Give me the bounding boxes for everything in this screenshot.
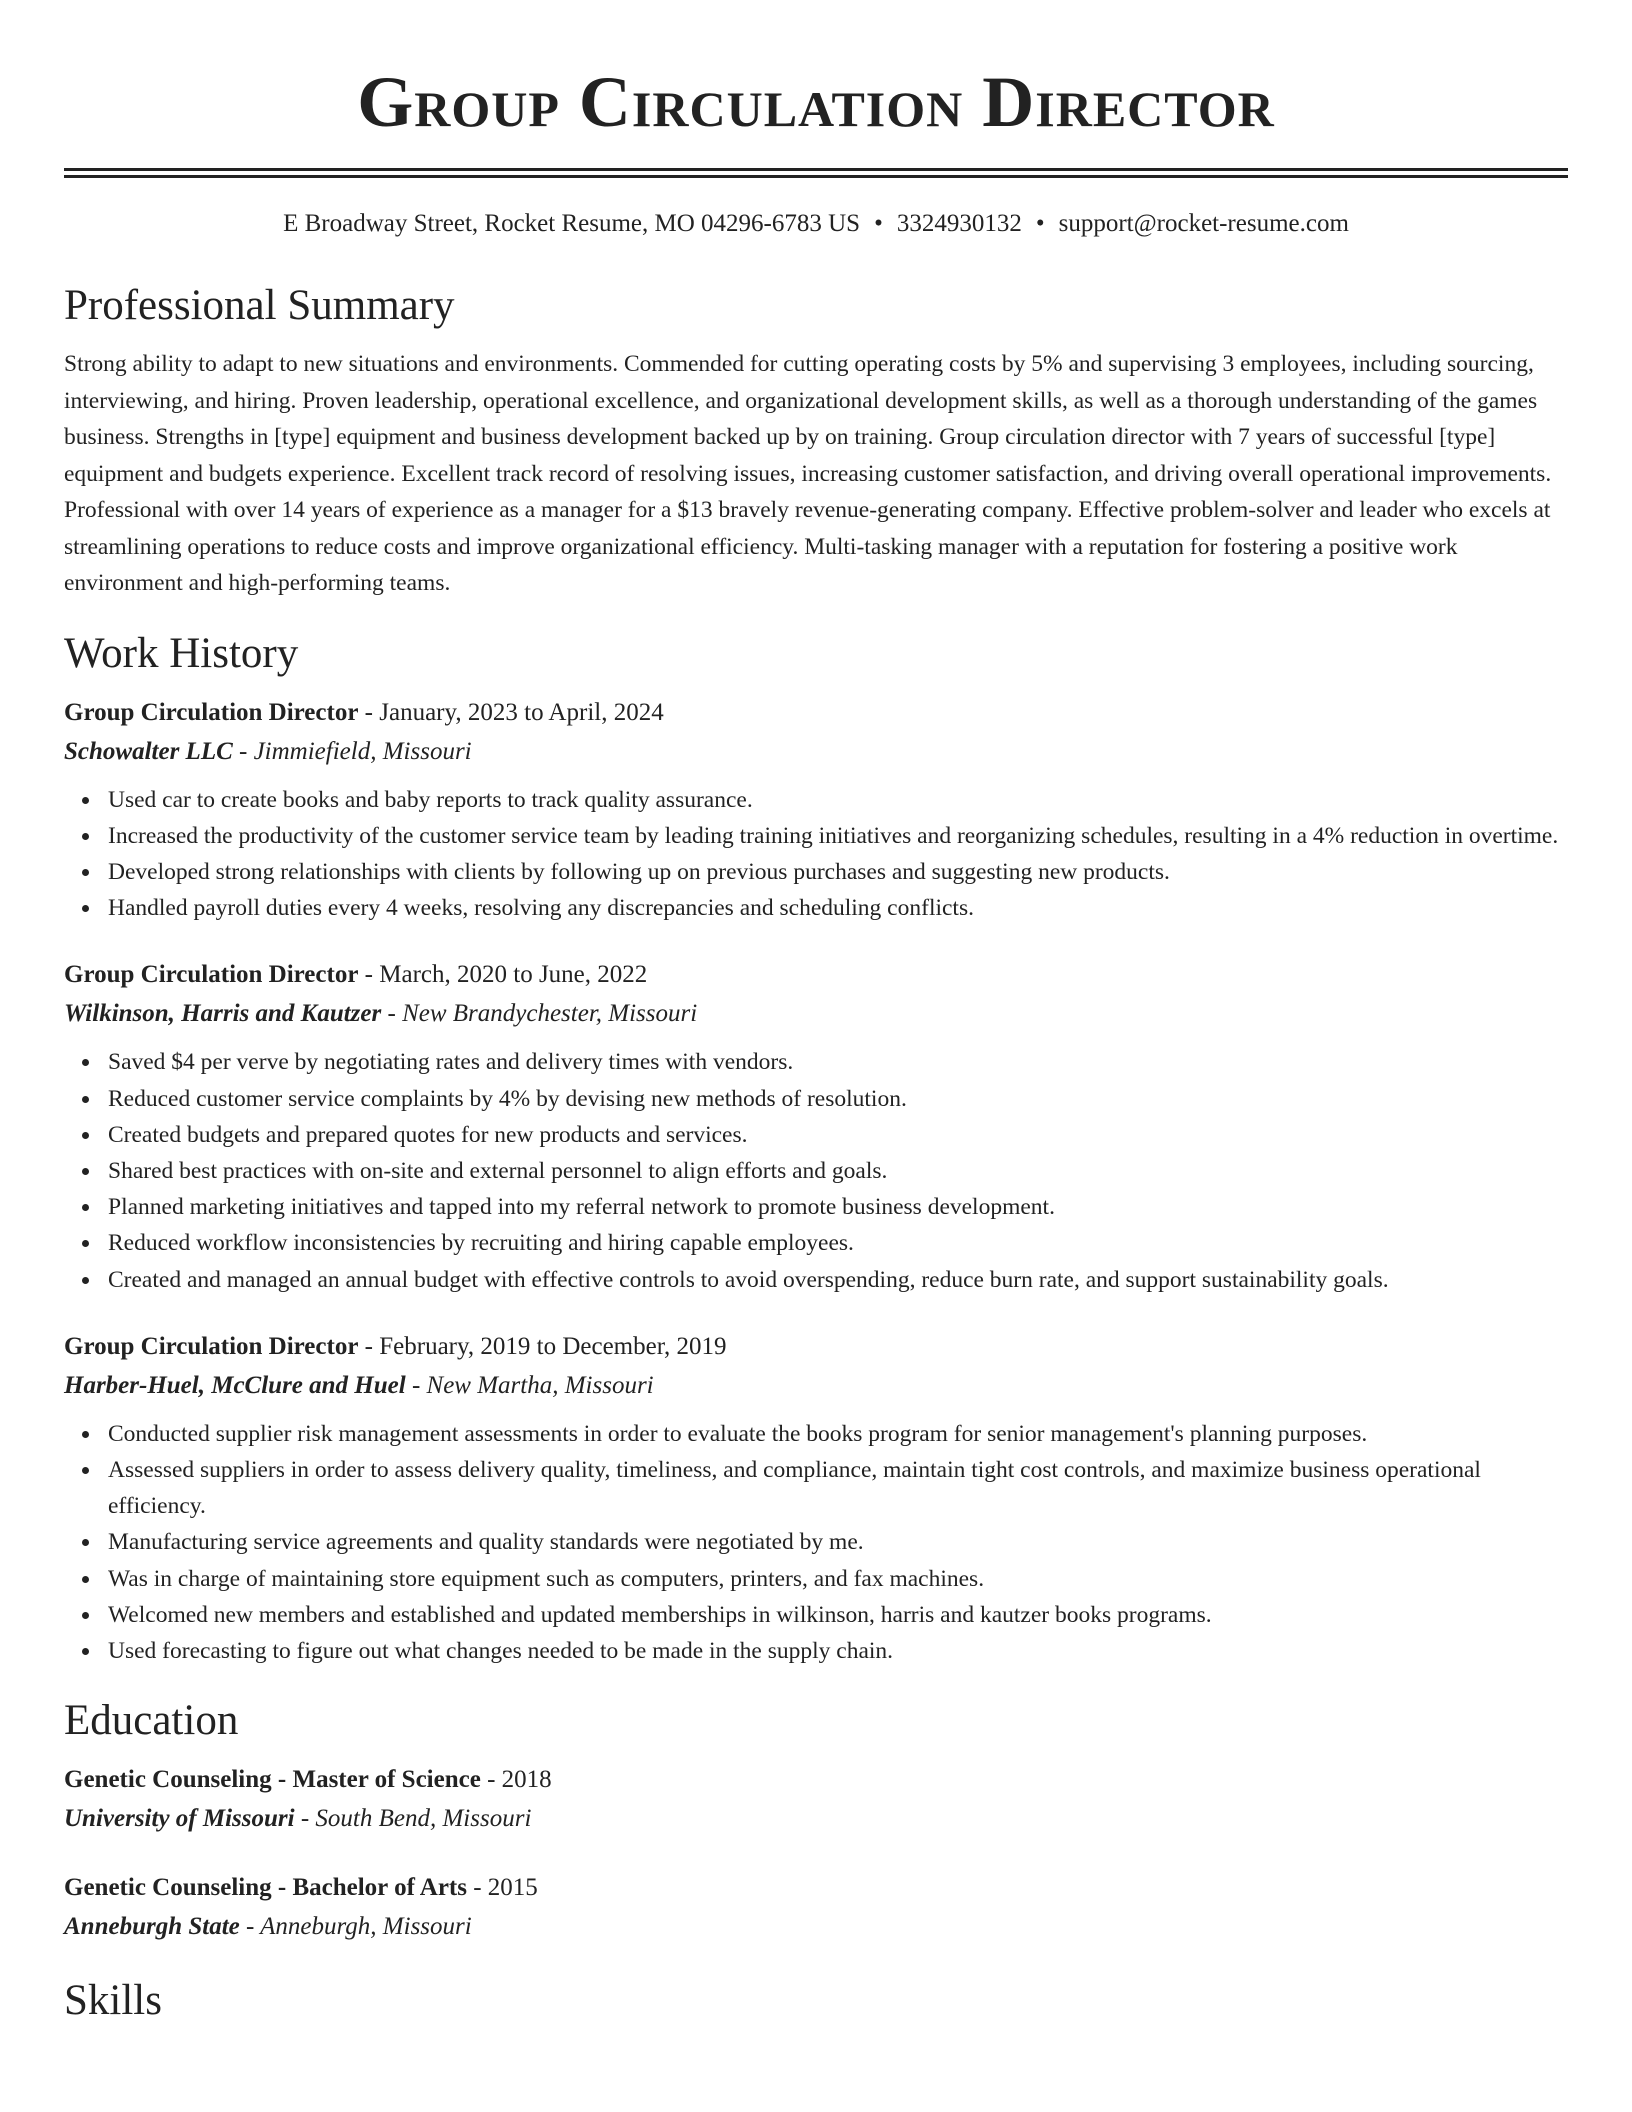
job-bullet: Handled payroll duties every 4 weeks, resolving any discrepancies and scheduling conflicts. [108, 890, 1568, 926]
job-bullet: Reduced customer service complaints by 4% by devising new methods of resolution. [108, 1081, 1568, 1117]
education-degree-line [64, 1761, 1568, 1799]
contact-separator: • [874, 210, 883, 237]
job-employer-line [64, 732, 1568, 772]
education-school-line [64, 1907, 1568, 1947]
job-title: Group Circulation Director [64, 1332, 359, 1360]
education-school: Anneburgh State [64, 1913, 240, 1941]
education-school: University of Missouri [64, 1805, 295, 1833]
job-employer-line [64, 994, 1568, 1034]
skills-heading: Skills [64, 1977, 162, 2025]
job-employer: Schowalter LLC [64, 737, 233, 765]
contact-separator: • [1035, 210, 1045, 237]
job-employer-line [64, 1366, 1568, 1406]
education-school-line [64, 1799, 1568, 1839]
job-bullet: Used forecasting to figure out what changes needed to be made in the supply chain. [108, 1633, 1568, 1669]
job-bullet: Increased the productivity of the customer service team by leading training initiatives and reorganizing schedules, resulting in a 4% reduction in overtime. [108, 818, 1568, 854]
job-entry [64, 1328, 1568, 1669]
contact-email: support@rocket-resume.com [1058, 210, 1349, 237]
job-bullet: Manufacturing service agreements and quality standards were negotiated by me. [108, 1524, 1568, 1560]
job-bullet: Was in charge of maintaining store equipment such as computers, printers, and fax machines. [108, 1561, 1568, 1597]
job-location: - Jimmiefield, Missouri [232, 737, 472, 765]
job-dates: - February, 2019 to December, 2019 [358, 1332, 727, 1360]
header-divider [64, 168, 1568, 178]
education-location: - South Bend, Missouri [294, 1805, 532, 1833]
job-title-line [64, 956, 1568, 994]
summary-heading: Professional Summary [64, 282, 455, 329]
job-entry [64, 694, 1568, 927]
work-history-heading: Work History [64, 629, 299, 677]
education-location: - Anneburgh, Missouri [239, 1913, 472, 1941]
job-bullet: Assessed suppliers in order to assess delivery quality, timeliness, and compliance, maintain tight cost controls, and maximize business operational efficiency. [108, 1452, 1568, 1524]
education-entry [64, 1761, 1568, 1839]
job-location: - New Martha, Missouri [405, 1371, 654, 1399]
job-title-line [64, 1328, 1568, 1366]
job-bullet: Welcomed new members and established and updated memberships in wilkinson, harris and kautzer books programs. [108, 1597, 1568, 1633]
job-bullets [64, 1044, 1568, 1297]
education-entry [64, 1869, 1568, 1947]
job-bullet: Created and managed an annual budget with effective controls to avoid overspending, reduce burn rate, and support sustainability goals. [108, 1262, 1568, 1298]
job-bullets [64, 1416, 1568, 1669]
job-dates: - January, 2023 to April, 2024 [358, 698, 664, 726]
job-title-line [64, 694, 1568, 732]
job-title: Group Circulation Director [64, 961, 359, 989]
job-bullets [64, 782, 1568, 927]
job-bullet: Planned marketing initiatives and tapped into my referral network to promote business development. [108, 1189, 1568, 1225]
job-bullet: Created budgets and prepared quotes for new products and services. [108, 1117, 1568, 1153]
job-employer: Harber-Huel, McClure and Huel [64, 1371, 406, 1399]
job-title: Group Circulation Director [64, 698, 359, 726]
job-bullet: Shared best practices with on-site and external personnel to align efforts and goals. [108, 1153, 1568, 1189]
resume-name: Group Circulation Director [357, 62, 1275, 142]
job-bullet: Reduced workflow inconsistencies by recruiting and hiring capable employees. [108, 1225, 1568, 1261]
education-heading: Education [64, 1697, 239, 1745]
job-entry [64, 956, 1568, 1297]
contact-line [64, 208, 1568, 240]
job-bullet: Used car to create books and baby reports to track quality assurance. [108, 782, 1568, 818]
job-bullet: Saved $4 per verve by negotiating rates and delivery times with vendors. [108, 1044, 1568, 1080]
job-location: - New Brandychester, Missouri [381, 1000, 698, 1028]
education-degree-line [64, 1869, 1568, 1907]
summary-text: Strong ability to adapt to new situations and environments. Commended for cutting operating costs by 5% and supervising 3 employees, including sourcing, interviewing, and hiring. Proven leadership, operational excellence, and organizational development skills, as well as a thorough understanding of the games business. Strengths in [type] equipment and business development backed up by on training. Group circulation director with 7 years of successful [type] equipment and budgets experience. Excellent track record of resolving issues, increasing customer satisfaction, and driving overall operational improvements. Professional with over 14 years of experience as a manager for a $13 bravely revenue-generating company. Effective problem-solver and leader who excels at streamlining operations to reduce costs and improve organizational efficiency. Multi-tasking manager with a reputation for fostering a positive work environment and high-performing teams. [64, 351, 1552, 596]
contact-phone: 3324930132 [896, 210, 1022, 237]
job-dates: - March, 2020 to June, 2022 [358, 961, 648, 989]
education-degree: Genetic Counseling - Bachelor of Arts [64, 1874, 467, 1902]
job-bullet: Conducted supplier risk management assessments in order to evaluate the books program for senior management's planning purposes. [108, 1416, 1568, 1452]
education-degree: Genetic Counseling - Master of Science [64, 1766, 481, 1794]
education-year: - 2018 [480, 1766, 552, 1794]
job-employer: Wilkinson, Harris and Kautzer [64, 1000, 382, 1028]
job-bullet: Developed strong relationships with clients by following up on previous purchases and suggesting new products. [108, 854, 1568, 890]
education-year: - 2015 [466, 1874, 538, 1902]
contact-address: E Broadway Street, Rocket Resume, MO 04296-6783 US [283, 210, 861, 237]
